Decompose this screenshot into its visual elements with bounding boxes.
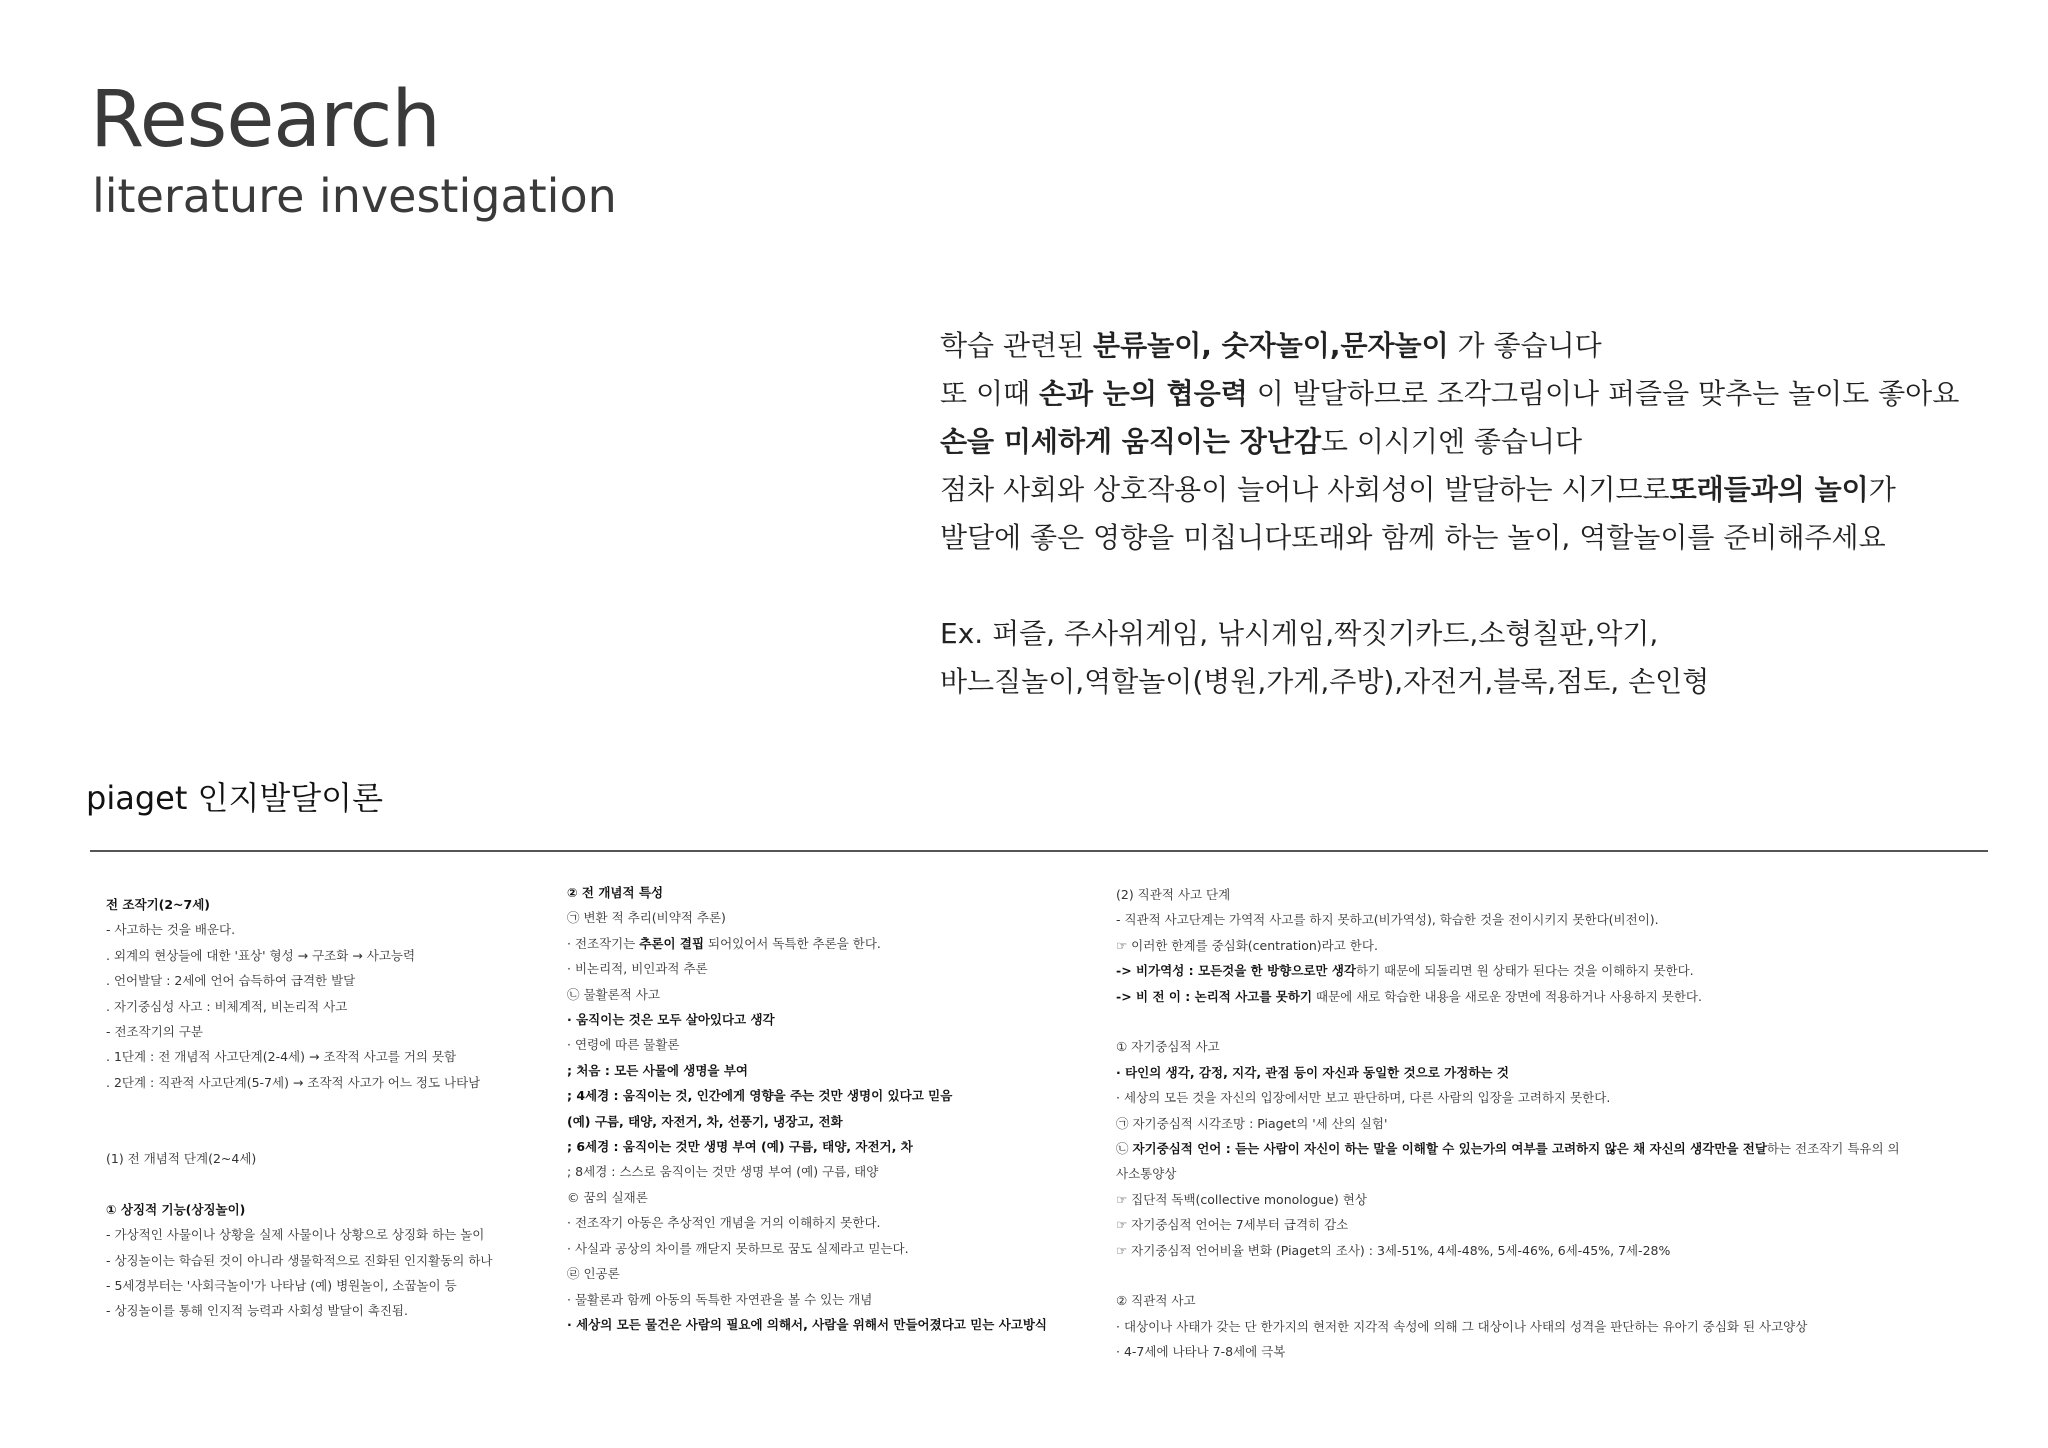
col-line: ; 6세경 : 움직이는 것만 생명 부여 (예) 구름, 태양, 자전거, 차 <box>567 1139 913 1155</box>
col-line: ☞ 자기중심적 언어비율 변화 (Piaget의 조사) : 3세-51%, 4세-48%, 5세-46%, 6세-45%, 7세-28% <box>1116 1242 1671 1258</box>
col-line: · 물활론과 함께 아동의 독특한 자연관을 볼 수 있는 개념 <box>567 1291 873 1307</box>
section-divider <box>90 850 1988 852</box>
col-line: ㉠ 자기중심적 시각조망 : Piaget의 '세 산의 실험' <box>1116 1115 1388 1131</box>
col-line: · 비논리적, 비인과적 추론 <box>567 961 708 977</box>
col-line: · 타인의 생각, 감정, 지각, 관점 등이 자신과 동일한 것으로 가정하는 것 <box>1116 1064 1509 1080</box>
col-line: -> 비 전 이 : 논리적 사고를 못하기 때문에 새로 학습한 내용을 새로운 장면에 적용하거나 사용하지 못한다. <box>1116 988 1702 1004</box>
example-line: Ex. 퍼즐, 주사위게임, 낚시게임,짝짓기카드,소형칠판,악기, <box>940 617 1659 650</box>
col-line: ㉣ 인공론 <box>567 1266 620 1282</box>
col-line: · 움직이는 것은 모두 살아있다고 생각 <box>567 1012 775 1028</box>
col-line: · 전조작기는 추론이 결핍 되어있어서 독특한 추론을 한다. <box>567 935 881 951</box>
col-line: · 전조작기 아동은 추상적인 개념을 거의 이해하지 못한다. <box>567 1215 881 1231</box>
col-line: - 사고하는 것을 배운다. <box>106 922 236 938</box>
page-title: Research <box>90 75 440 165</box>
col-line: - 전조작기의 구분 <box>106 1024 203 1040</box>
col-line: . 2단계 : 직관적 사고단계(5-7세) → 조작적 사고가 어느 정도 나타남 <box>106 1074 481 1090</box>
col-line: · 사실과 공상의 차이를 깨닫지 못하므로 꿈도 실제라고 믿는다. <box>567 1240 909 1256</box>
col-line: . 외계의 현상들에 대한 '표상' 형성 → 구조화 → 사고능력 <box>106 947 416 963</box>
note-emphasis: 손과 눈의 협응력 <box>1038 377 1248 410</box>
col-line: · 세상의 모든 것을 자신의 입장에서만 보고 판단하며, 다른 사람의 입장을 고려하지 못한다. <box>1116 1090 1611 1106</box>
col-heading: 전 조작기(2~7세) <box>106 897 211 912</box>
col-line: -> 비가역성 : 모든것을 한 방향으로만 생각하기 때문에 되돌리면 원 상태가 된다는 것을 이해하지 못한다. <box>1116 963 1694 979</box>
col-line: · 세상의 모든 물건은 사람의 필요에 의해서, 사람을 위해서 만들어졌다고 믿는 사고방식 <box>567 1316 1047 1332</box>
col-line: ☞ 자기중심적 언어는 7세부터 급격히 감소 <box>1116 1217 1349 1233</box>
play-recommendation-notes <box>940 322 2020 706</box>
col-line: · 연령에 따른 물활론 <box>567 1037 680 1053</box>
col-line: ; 8세경 : 스스로 움직이는 것만 생명 부여 (예) 구름, 태양 <box>567 1164 879 1180</box>
col-line: - 상징놀이는 학습된 것이 아니라 생물학적으로 진화된 인지활동의 하나 <box>106 1252 493 1268</box>
col-line: ; 처음 : 모든 사물에 생명을 부여 <box>567 1062 749 1078</box>
col-heading: (2) 직관적 사고 단계 <box>1116 887 1231 902</box>
col-subheading: (1) 전 개념적 단계(2~4세) <box>106 1151 257 1167</box>
column-preconceptual-traits <box>567 880 1067 1337</box>
col-line: . 1단계 : 전 개념적 사고단계(2-4세) → 조작적 사고를 거의 못함 <box>106 1049 457 1065</box>
page-subtitle: literature investigation <box>92 169 617 223</box>
col-line: · 대상이나 사태가 갖는 단 한가지의 현저한 지각적 속성에 의해 그 대상이나 사태의 성격을 판단하는 유아기 중심화 된 사고양상 <box>1116 1318 1808 1334</box>
note-line: 학습 관련된 분류놀이, 숫자놀이,문자놀이 가 좋습니다 <box>940 329 1602 362</box>
col-line: (예) 구름, 태양, 자전거, 차, 선풍기, 냉장고, 전화 <box>567 1113 843 1129</box>
col-line: ㉠ 변환 적 추리(비약적 추론) <box>567 910 726 926</box>
note-emphasis: 또래들과의 놀이 <box>1669 473 1869 506</box>
col-line: - 가상적인 사물이나 상황을 실제 사물이나 상황으로 상징화 하는 놀이 <box>106 1227 485 1243</box>
col-line: 사소통양상 <box>1116 1166 1177 1182</box>
col-line: · 4-7세에 나타나 7-8세에 극복 <box>1116 1344 1286 1360</box>
column-intuitive-thought <box>1116 882 1996 1365</box>
col-line: ㉡ 물활론적 사고 <box>567 986 660 1002</box>
col-line: ; 4세경 : 움직이는 것, 인간에게 영향을 주는 것만 생명이 있다고 믿음 <box>567 1088 953 1104</box>
col-line: - 상징놀이를 통해 인지적 능력과 사회성 발달이 촉진됨. <box>106 1303 408 1319</box>
col-subheading: ② 직관적 사고 <box>1116 1293 1196 1309</box>
note-emphasis: 손을 미세하게 움직이는 장난감 <box>940 425 1321 458</box>
col-line: - 5세경부터는 '사회극놀이'가 나타남 (예) 병원놀이, 소꿉놀이 등 <box>106 1278 457 1294</box>
col-subheading: ① 상징적 기능(상징놀이) <box>106 1201 246 1217</box>
note-line: 또 이때 손과 눈의 협응력 이 발달하므로 조각그림이나 퍼즐을 맞추는 놀이도 좋아요 <box>940 377 1960 410</box>
column-preoperational <box>106 892 546 1324</box>
col-line: ☞ 집단적 독백(collective monologue) 현상 <box>1116 1191 1367 1207</box>
note-line: 점차 사회와 상호작용이 늘어나 사회성이 발달하는 시기므로또래들과의 놀이가 <box>940 473 1896 506</box>
example-line: 바느질놀이,역할놀이(병원,가게,주방),자전거,블록,점토, 손인형 <box>940 665 1710 698</box>
col-line: ☞ 이러한 한계를 중심화(centration)라고 한다. <box>1116 937 1378 953</box>
section-title: piaget 인지발달이론 <box>86 779 384 817</box>
note-emphasis: 분류놀이, 숫자놀이,문자놀이 <box>1093 329 1449 362</box>
col-subheading: ① 자기중심적 사고 <box>1116 1039 1220 1055</box>
col-line: ㉡ 자기중심적 언어 : 듣는 사람이 자신이 하는 말을 이해할 수 있는가의 여부를 고려하지 않은 채 자신의 생각만을 전달하는 전조작기 특유의 의 <box>1116 1141 1900 1157</box>
col-line: © 꿈의 실재론 <box>567 1189 648 1205</box>
col-heading: ② 전 개념적 특성 <box>567 885 664 900</box>
col-line: . 자기중심성 사고 : 비체계적, 비논리적 사고 <box>106 998 348 1014</box>
note-line: 손을 미세하게 움직이는 장난감도 이시기엔 좋습니다 <box>940 425 1583 458</box>
col-line: - 직관적 사고단계는 가역적 사고를 하지 못하고(비가역성), 학습한 것을 전이시키지 못한다(비전이). <box>1116 912 1659 928</box>
col-line: . 언어발달 : 2세에 언어 습득하여 급격한 발달 <box>106 973 356 989</box>
note-line: 발달에 좋은 영향을 미칩니다또래와 함께 하는 놀이, 역할놀이를 준비해주세요 <box>940 521 1886 554</box>
